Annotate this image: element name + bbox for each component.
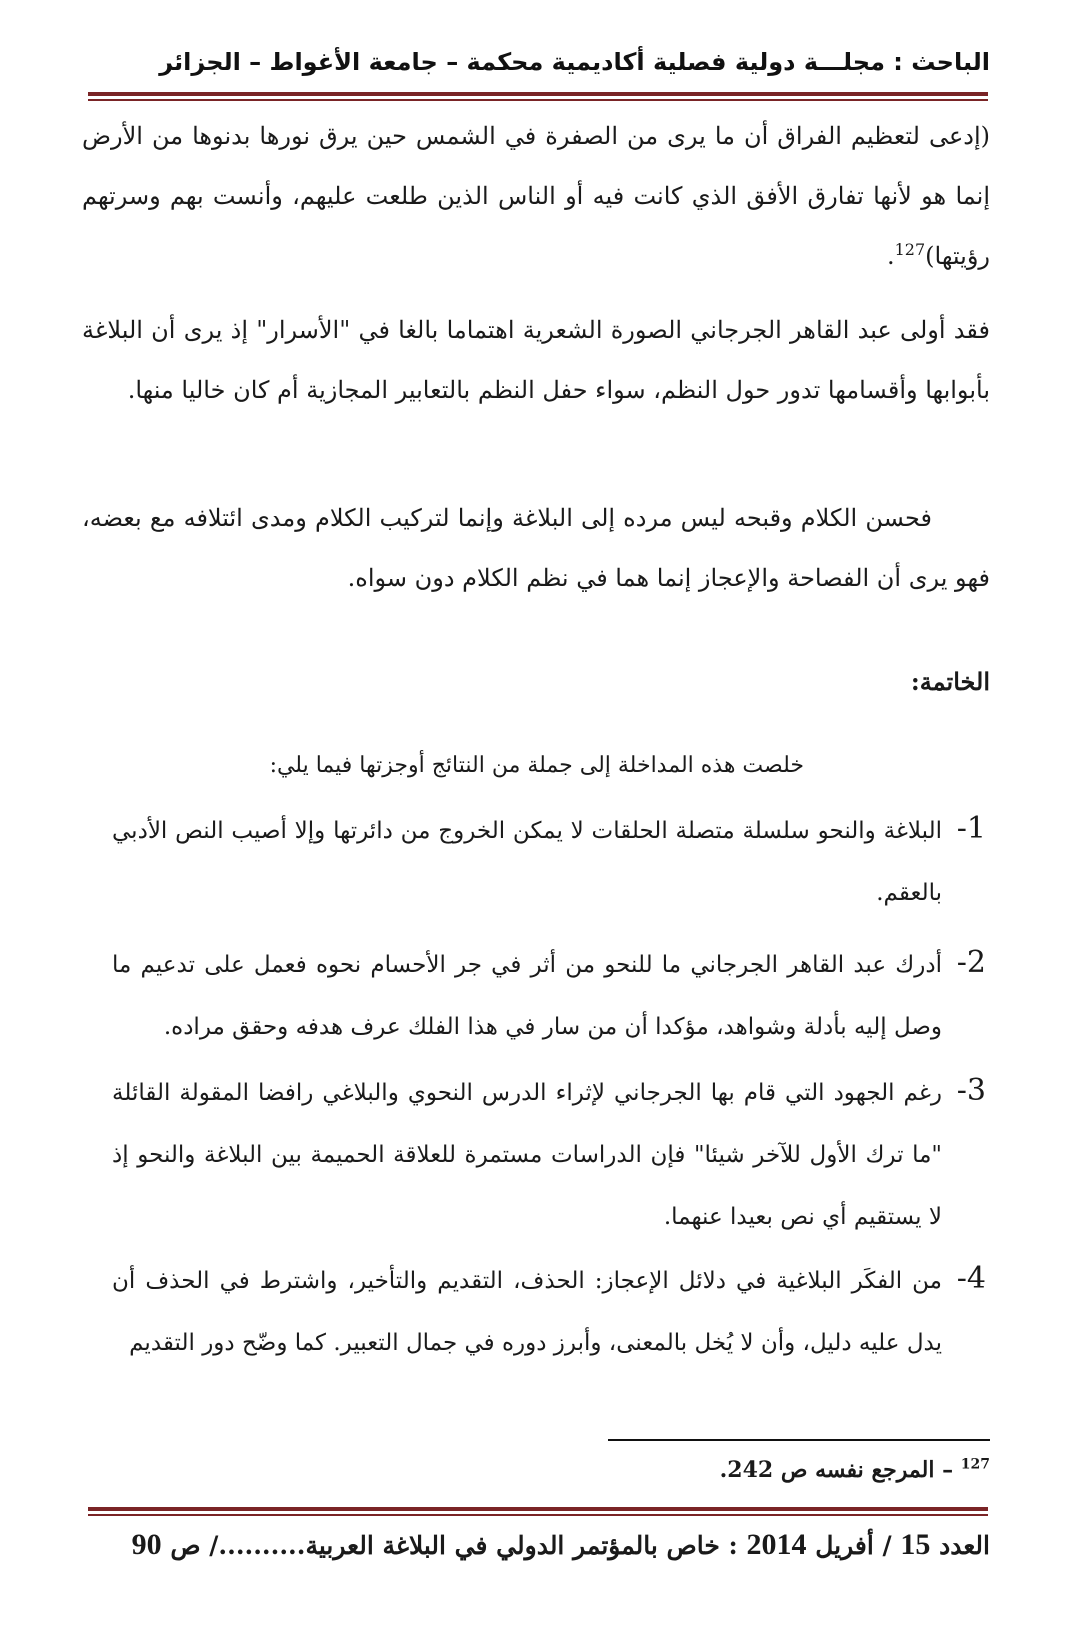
- list-item-text: أدرك عبد القاهر الجرجاني ما للنحو من أثر في جر الأحسام نحوه فعمل على تدعيم ما وصل إليه بأدلة وشواهد، مؤكدا أن من سار في هذا الفلك عرف هدفه وحقق مراده.: [112, 952, 942, 1040]
- footnote-number: 127: [960, 1456, 990, 1473]
- conclusion-intro: خلصت هذه المداخلة إلى جملة من النتائج أوجزتها فيما يلي:: [269, 753, 804, 778]
- footer-rule-bottom: [88, 1514, 988, 1516]
- issue-month: أفريل: [815, 1531, 874, 1560]
- issue-label: العدد: [939, 1531, 990, 1560]
- list-item-number: 1-: [956, 811, 986, 846]
- page-number: 90: [131, 1528, 162, 1561]
- footer: [110, 1522, 990, 1569]
- paragraph-1: فقد أولى عبد القاهر الجرجاني الصورة الشعرية اهتماما بالغا في "الأسرار" إذ يرى أن البلاغة بأبوابها وأقسامها تدور حول النظم، سواء حفل النظم بالتعابير المجازية أم كان خاليا منها.: [82, 316, 990, 404]
- list-item-number: 4-: [956, 1261, 986, 1296]
- footnote-ref: 127: [894, 240, 926, 259]
- special-issue-text: : خاص بالمؤتمر الدولي في البلاغة العربية..........: [218, 1531, 738, 1560]
- paragraph-2: فحسن الكلام وقبحه ليس مرده إلى البلاغة وإنما لتركيب الكلام ومدى ائتلافه مع بعضه، فهو يرى أن الفصاحة والإعجاز إنما هما في نظم الكلام دون سواه.: [82, 504, 990, 592]
- list-item: [82, 1062, 990, 1248]
- list-item-text: البلاغة والنحو سلسلة متصلة الحلقات لا يمكن الخروج من دائرتها وإلا أصيب النص الأدبي بالعقم.: [112, 818, 942, 906]
- footnote-separator: [608, 1439, 990, 1441]
- issue-number: 15: [900, 1528, 931, 1561]
- header-rule-bottom: [88, 99, 988, 101]
- header-rule-top: [88, 92, 988, 96]
- quote-text: (إدعى لتعظيم الفراق أن ما يرى من الصفرة في الشمس حين يرق نورها بدنوها من الأرض إنما هو لأنها تفارق الأفق الذي كانت فيه أو الناس الذين طلعت عليهم، وأنست بهم وسرتهم رؤيتها): [82, 122, 990, 270]
- running-header: الباحث : مجلـــة دولية فصلية أكاديمية محكمة – جامعة الأغواط – الجزائر: [159, 48, 990, 76]
- list-item-number: 3-: [956, 1073, 986, 1108]
- issue-year: 2014: [746, 1528, 807, 1561]
- list-item: [82, 1250, 990, 1374]
- list-item-text: من الفكَر البلاغية في دلائل الإعجاز: الحذف، التقديم والتأخير، واشترط في الحذف أن يدل عليه دليل، وأن لا يُخل بالمعنى، وأبرز دوره في جمال التعبير. كما وضّح دور التقديم: [112, 1268, 942, 1356]
- footer-rule-top: [88, 1507, 988, 1511]
- list-item-text: رغم الجهود التي قام بها الجرجاني لإثراء الدرس النحوي والبلاغي رافضا المقولة القائلة "ما ترك الأول للآخر شيئا" فإن الدراسات مستمرة للعلاقة الحميمة بين البلاغة والنحو إذ لا يستقيم أي نص بعيدا عنهما.: [112, 1080, 942, 1230]
- list-item: [82, 800, 990, 924]
- footnote: [720, 1450, 990, 1490]
- footnote-text: – المرجع نفسه ص 242.: [719, 1457, 954, 1483]
- list-item: [82, 934, 990, 1058]
- quote-paragraph: (إدعى لتعظيم الفراق أن ما يرى من الصفرة في الشمس حين يرق نورها بدنوها من الأرض إنما هو لأنها تفارق الأفق الذي كانت فيه أو الناس الذين طلعت عليهم، وأنست بهم وسرتهم رؤيتها)$^{127}$.: [82, 122, 990, 270]
- issue-separator: /: [882, 1531, 892, 1560]
- list-item-number: 2-: [956, 945, 986, 980]
- page-label: / ص: [170, 1531, 219, 1560]
- conclusion-heading: الخاتمة:: [910, 667, 990, 696]
